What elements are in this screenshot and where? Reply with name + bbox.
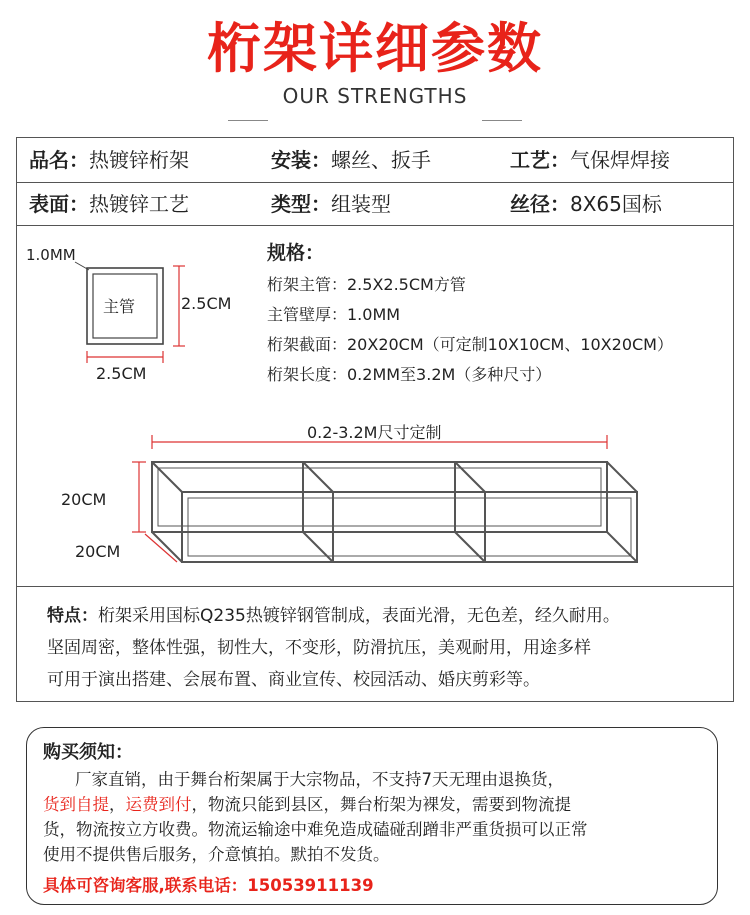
notice-highlight-freight: 运费到付	[125, 795, 192, 814]
purchase-notice-box	[26, 727, 718, 905]
spec-label: 丝径：	[510, 192, 570, 216]
feature-line	[47, 633, 591, 658]
page-subtitle: OUR STRENGTHS	[282, 84, 468, 108]
spec-label: 类型：	[271, 192, 331, 216]
spec-list-item: 桁架截面：20X20CM（可定制10X10CM、10X20CM）	[267, 335, 673, 354]
truss-height-label: 20CM	[61, 490, 107, 509]
truss-length-label: 0.2-3.2M尺寸定制	[307, 423, 442, 442]
spec-label: 表面：	[29, 192, 89, 216]
spec-table	[16, 137, 734, 226]
spec-cell	[29, 138, 189, 182]
notice-line	[43, 791, 571, 815]
notice-text: ，物流只能到县区，舞台桁架为裸发，需要到物流提	[191, 795, 571, 814]
spec-cell	[510, 182, 662, 226]
notice-heading: 购买须知：	[43, 742, 133, 763]
spec-list-item: 主管壁厚：1.0MM	[267, 305, 401, 324]
feature-text: 坚固周密，整体性强，韧性大，不变形，防滑抗压，美观耐用，用途多样	[47, 638, 591, 658]
spec-list-heading: 规格：	[267, 242, 325, 264]
spec-cell	[29, 182, 189, 226]
spec-value: 组装型	[331, 192, 391, 216]
tube-height-label: 2.5CM	[181, 294, 232, 313]
truss-depth-label: 20CM	[75, 542, 121, 561]
notice-line: 厂家直销，由于舞台桁架属于大宗物品，不支持7天无理由退换货，	[75, 770, 564, 789]
spec-value: 热镀锌桁架	[89, 148, 189, 172]
feature-text: 桁架采用国标Q235热镀锌钢管制成，表面光滑，无色差，经久耐用。	[98, 606, 620, 626]
spec-value: 热镀锌工艺	[89, 192, 189, 216]
notice-line: 使用不提供售后服务，介意慎拍。默拍不发货。	[43, 845, 390, 864]
feature-line	[47, 601, 620, 626]
page-title: 桁架详细参数	[207, 17, 543, 80]
spec-row	[17, 182, 733, 226]
subtitle-divider-right	[482, 120, 522, 121]
tube-width-label: 2.5CM	[96, 364, 147, 383]
notice-line: 货，物流按立方收费。物流运输途中难免造成磕碰刮蹭非严重货损可以正常	[43, 820, 588, 839]
feature-label: 特点：	[47, 606, 98, 626]
tube-thickness-label: 1.0MM	[26, 246, 76, 264]
truss-3d-diagram	[17, 226, 733, 586]
features-box	[16, 586, 734, 702]
spec-row	[17, 138, 733, 183]
subtitle-divider-left	[228, 120, 268, 121]
spec-diagram-box	[16, 225, 734, 587]
spec-value: 气保焊焊接	[570, 148, 670, 172]
spec-cell	[510, 138, 670, 182]
spec-label: 安装：	[271, 148, 331, 172]
notice-highlight-pickup: 货到自提	[43, 795, 109, 814]
contact-phone: 具体可咨询客服,联系电话：15053911139	[43, 876, 374, 895]
feature-text: 可用于演出搭建、会展布置、商业宣传、校园活动、婚庆剪彩等。	[47, 670, 540, 690]
spec-list-item: 桁架长度：0.2MM至3.2M（多种尺寸）	[267, 365, 552, 384]
spec-label: 品名：	[29, 148, 89, 172]
spec-value: 8X65国标	[570, 192, 662, 216]
spec-value: 螺丝、扳手	[331, 148, 431, 172]
spec-cell	[271, 182, 391, 226]
spec-list-item: 桁架主管：2.5X2.5CM方管	[267, 275, 466, 294]
spec-label: 工艺：	[510, 148, 570, 172]
notice-separator: ，	[109, 795, 126, 814]
feature-line	[47, 665, 540, 690]
spec-cell	[271, 138, 431, 182]
tube-center-label: 主管	[103, 297, 136, 316]
